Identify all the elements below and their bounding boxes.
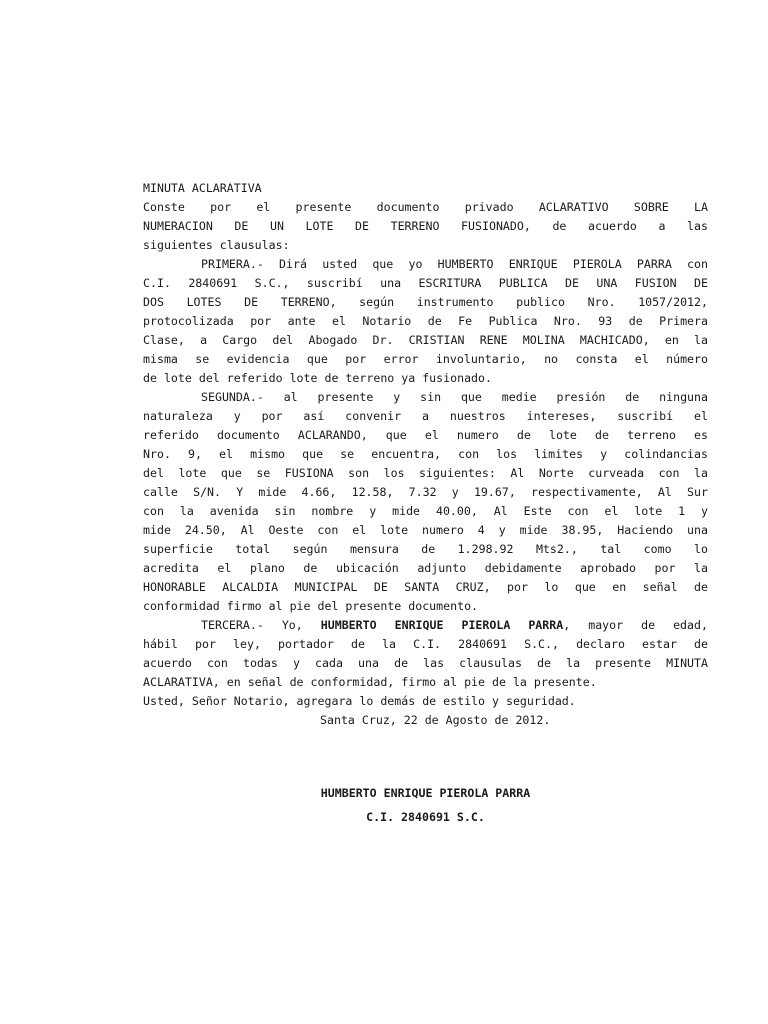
body-line: calle S/N. Y mide 4.66, 12.58, 7.32 y 19.67, respectivamente, Al Sur xyxy=(143,485,708,499)
body-line: NUMERACION DE UN LOTE DE TERRENO FUSIONADO, de acuerdo a las xyxy=(143,219,708,233)
body-line: con la avenida sin nombre y mide 40.00, Al Este con el lote 1 y xyxy=(143,504,708,518)
body-line: acredita el plano de ubicación adjunto debidamente aprobado por la xyxy=(143,561,708,575)
signature-name: HUMBERTO ENRIQUE PIEROLA PARRA xyxy=(320,786,531,800)
document-body xyxy=(143,179,708,730)
body-line: hábil por ley, portador de la C.I. 2840691 S.C., declaro estar de xyxy=(143,637,708,651)
signature-ci: C.I. 2840691 S.C. xyxy=(366,810,485,824)
body-line: Conste por el presente documento privado ACLARATIVO SOBRE LA xyxy=(143,200,708,214)
body-line: DOS LOTES DE TERRENO, según instrumento publico Nro. 1057/2012, xyxy=(143,295,708,309)
body-line: de lote del referido lote de terreno ya fusionado. xyxy=(143,371,493,385)
body-line: siguientes clausulas: xyxy=(143,238,290,252)
body-line: del lote que se FUSIONA son los siguientes: Al Norte curveada con la xyxy=(143,466,708,480)
body-line: mide 24.50, Al Oeste con el lote numero 4 y mide 38.95, Haciendo una xyxy=(143,523,708,537)
date-line: Santa Cruz, 22 de Agosto de 2012. xyxy=(320,713,551,727)
clause-tercera xyxy=(143,616,708,635)
body-line: ACLARATIVA, en señal de conformidad, firmo al pie de la presente. xyxy=(143,675,597,689)
body-line: misma se evidencia que por error involuntario, no consta el número xyxy=(143,352,708,366)
document-heading: MINUTA ACLARATIVA xyxy=(143,181,262,195)
body-line: acuerdo con todas y cada una de las clausulas de la presente MINUTA xyxy=(143,656,708,670)
body-line: Clase, a Cargo del Abogado Dr. CRISTIAN RENE MOLINA MACHICADO, en la xyxy=(143,333,708,347)
body-line: Nro. 9, el mismo que se encuentra, con los limites y colindancias xyxy=(143,447,708,461)
body-line: superficie total según mensura de 1.298.92 Mts2., tal como lo xyxy=(143,542,708,556)
clause-segunda: SEGUNDA.- al presente y sin que medie presión de ninguna xyxy=(201,390,708,404)
tercera-suffix: , mayor de edad, xyxy=(563,618,708,632)
body-line: protocolizada por ante el Notario de Fe Publica Nro. 93 de Primera xyxy=(143,314,708,328)
tercera-name: HUMBERTO ENRIQUE PIEROLA PARRA xyxy=(320,618,564,632)
clause-primera: PRIMERA.- Dirá usted que yo HUMBERTO ENRIQUE PIEROLA PARRA con xyxy=(201,257,708,271)
tercera-prefix: TERCERA.- Yo, xyxy=(201,618,321,632)
body-line: C.I. 2840691 S.C., suscribí una ESCRITURA PUBLICA DE UNA FUSION DE xyxy=(143,276,708,290)
body-line: conformidad firmo al pie del presente documento. xyxy=(143,599,479,613)
body-line: Usted, Señor Notario, agregara lo demás de estilo y seguridad. xyxy=(143,694,576,708)
body-line: HONORABLE ALCALDIA MUNICIPAL DE SANTA CRUZ, por lo que en señal de xyxy=(143,580,708,594)
body-line: naturaleza y por así convenir a nuestros intereses, suscribí el xyxy=(143,409,708,423)
body-line: referido documento ACLARANDO, que el numero de lote de terreno es xyxy=(143,428,708,442)
